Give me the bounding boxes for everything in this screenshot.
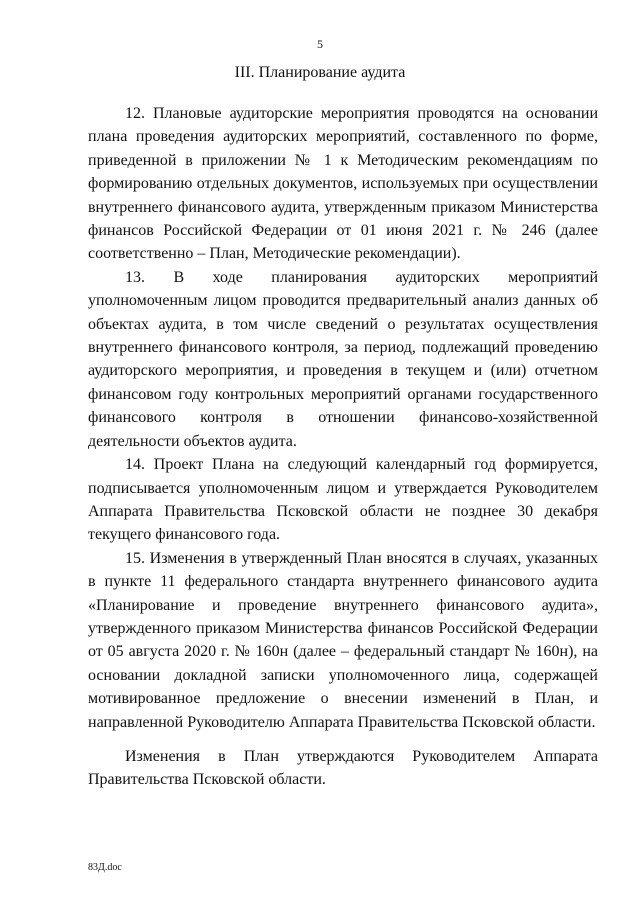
paragraph-15: 15. Изменения в утвержденный План вносятся в случаях, указанных в пункте 11 федерального стандарта внутреннего финансового аудита «Планирование и проведение внутреннего финансового аудита», утвержденного приказом Министерства финансов Российской Федерации от 05 августа 2020 г. № 160н (далее – федеральный стандарт № 160н), на основании докладной записки уполномоченного лица, содержащей мотивированное предложение о внесении изменений в План, и направленной Руководителю Аппарата Правительства Псковской области. <box>88 549 598 731</box>
paragraph-15-note: Изменения в План утверждаются Руководителем Аппарата Правительства Псковской области. <box>88 747 598 789</box>
paragraph-14: 14. Проект Плана на следующий календарный год формируется, подписывается уполномоченным лицом и утверждается Руководителем Аппарата Правительства Псковской области не позднее 30 декабря текущего финансового года. <box>88 456 598 544</box>
body-text <box>88 102 598 792</box>
footer-filename: 83Д.doc <box>88 862 122 873</box>
paragraph-12: 12. Плановые аудиторские мероприятия проводятся на основании плана проведения аудиторских мероприятий, составленного по форме, приведенной в приложении № 1 к Методическим рекомендациям по формированию отдельных документов, используемых при осуществлении внутреннего финансового аудита, утвержденным приказом Министерства финансов Российской Федерации от 01 июня 2021 г. № 246 (далее соответственно – План, Методические рекомендации). <box>88 105 598 263</box>
page-number: 5 <box>317 37 323 51</box>
section-title: III. Планирование аудита <box>234 64 406 81</box>
paragraph-13: 13. В ходе планирования аудиторских мероприятий уполномоченным лицом проводится предварительный анализ данных об объектах аудита, в том числе сведений о результатах осуществления внутреннего финансового контроля, за период, подлежащий проведению аудиторского мероприятия, и проведения в текущем и (или) отчетном финансовом году контрольных мероприятий органами государственного финансового контроля в отношении финансово-хозяйственной деятельности объектов аудита. <box>88 268 598 450</box>
